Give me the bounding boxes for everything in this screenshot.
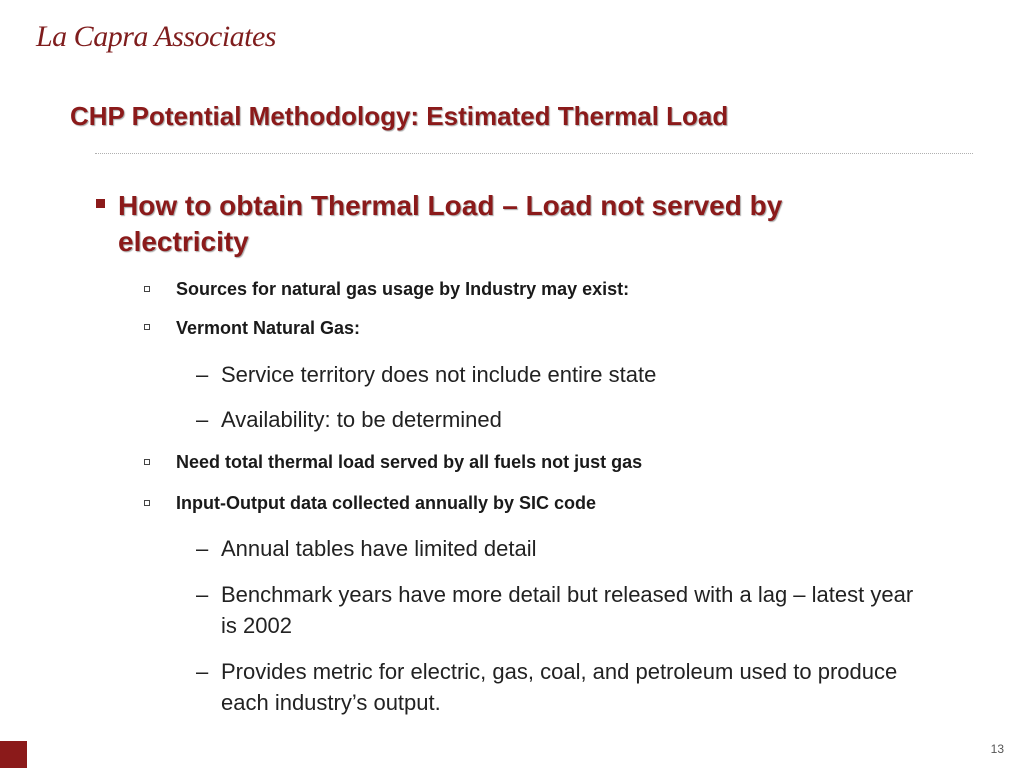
hollow-square-bullet-icon [144, 500, 150, 506]
hollow-square-bullet-icon [144, 459, 150, 465]
page-number: 13 [990, 742, 1004, 756]
corner-accent-block [0, 741, 27, 768]
sub-bullet-text: Input-Output data collected annually by SIC code [176, 493, 597, 513]
square-bullet-icon [96, 199, 105, 208]
title-divider [95, 153, 973, 154]
sub-sub-bullet-text: Benchmark years have more detail but released with a lag – latest year is 2002 [221, 582, 914, 638]
slide-title: CHP Potential Methodology: Estimated Thermal Load [70, 101, 729, 131]
sub-sub-bullet-text: Service territory does not include entire state [221, 362, 657, 387]
hollow-square-bullet-icon [144, 286, 150, 292]
sub-sub-bullet-text: Provides metric for electric, gas, coal, and petroleum used to produce each industry’s output. [221, 659, 898, 715]
sub-bullet-text: Vermont Natural Gas: [176, 318, 361, 338]
hollow-square-bullet-icon [144, 324, 150, 330]
dash-bullet-icon: – [196, 582, 209, 607]
sub-bullet-text: Sources for natural gas usage by Industry may exist: [176, 279, 630, 299]
dash-bullet-icon: – [196, 407, 209, 432]
sub-sub-bullet-text: Availability: to be determined [221, 407, 502, 432]
main-bullet-text: How to obtain Thermal Load – Load not served by electricity [118, 190, 783, 257]
dash-bullet-icon: – [196, 536, 209, 561]
dash-bullet-icon: – [196, 659, 209, 684]
dash-bullet-icon: – [196, 362, 209, 387]
sub-sub-bullet-text: Annual tables have limited detail [221, 536, 537, 561]
sub-bullet-text: Need total thermal load served by all fuels not just gas [176, 452, 643, 472]
company-logo: La Capra Associates [36, 20, 276, 53]
